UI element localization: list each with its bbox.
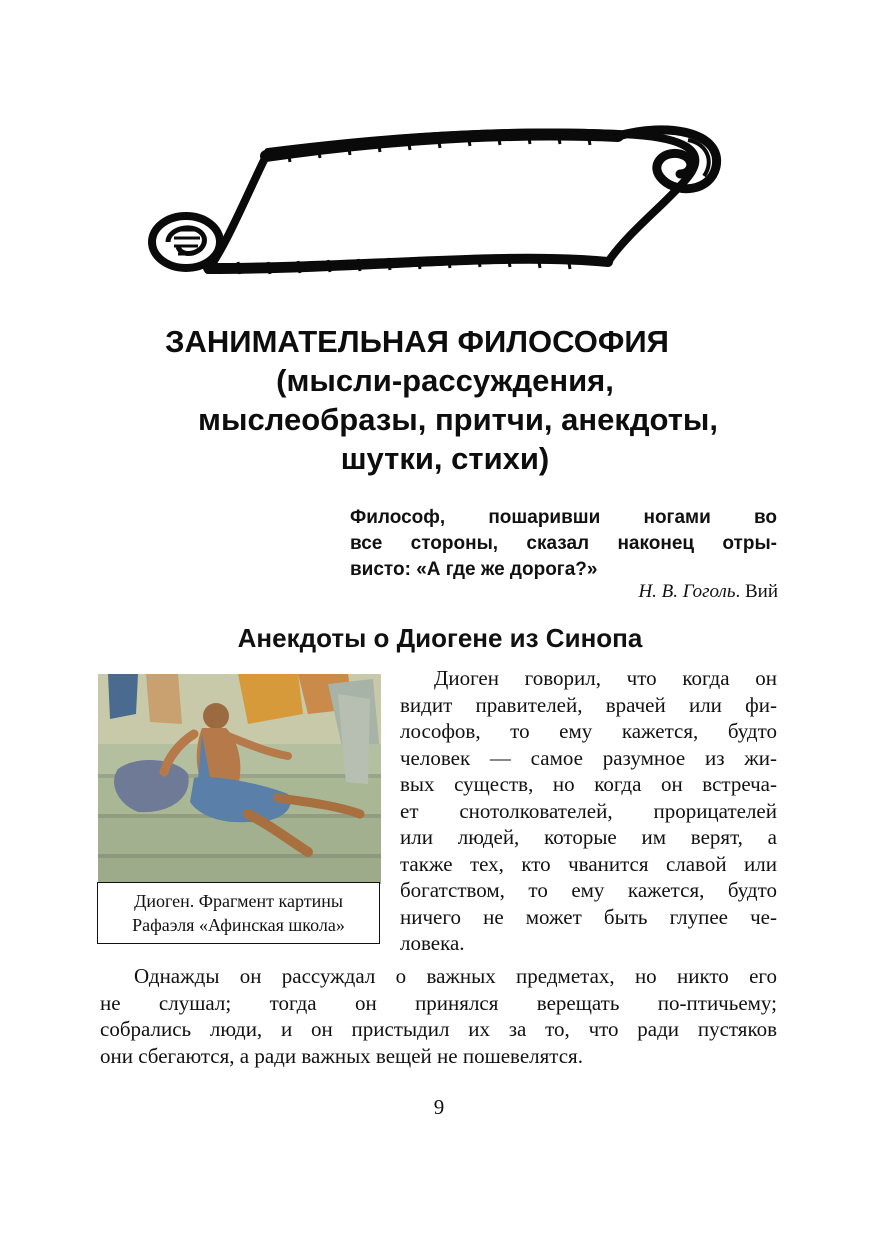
paragraph-line: или людей, которые им верят, а xyxy=(400,825,777,849)
chapter-title xyxy=(100,322,780,478)
scroll-ornament xyxy=(148,122,728,282)
chapter-subtitle-line: мыслеобразы, притчи, анекдоты, xyxy=(198,402,718,437)
paragraph-line: богатством, то ему кажется, будто xyxy=(400,878,777,902)
chapter-title-line: ЗАНИМАТЕЛЬНАЯ ФИЛОСОФИЯ xyxy=(165,324,669,359)
epigraph-line: все стороны, сказал наконец отры- xyxy=(350,533,777,554)
paragraph-line: видит правителей, врачей или фи- xyxy=(400,692,777,717)
paragraph-line: человек — самое разумное из жи- xyxy=(400,745,777,770)
figure-caption-line: Диоген. Фрагмент картины xyxy=(134,891,343,911)
paragraph-line: Диоген говорил, что когда он xyxy=(434,666,777,690)
paragraph-line: собрались люди, и он пристыдил их за то, что ради пустяков xyxy=(100,1017,777,1041)
paragraph-line: вых существ, но когда он встреча- xyxy=(400,772,777,796)
epigraph-line: висто: «А где же дорога?» xyxy=(350,559,598,580)
page-number: 9 xyxy=(433,1095,445,1119)
main-paragraph xyxy=(100,963,777,1069)
paragraph-line: также тех, кто чванится славой или xyxy=(400,851,777,876)
chapter-subtitle-line: (мысли-рассуждения, xyxy=(276,363,614,398)
paragraph-line: ничего не может быть глупее че- xyxy=(400,904,777,929)
paragraph-line: лософов, то ему кажется, будто xyxy=(400,719,777,743)
epigraph-line: Философ, пошаривши ногами во xyxy=(350,507,777,528)
figure-caption xyxy=(97,882,380,944)
paragraph-line: Однажды он рассуждал о важных предметах, но никто его xyxy=(134,964,777,988)
paragraph-line: ловека. xyxy=(400,931,465,955)
diogenes-fresco-image xyxy=(98,674,381,884)
figure-caption-line: Рафаэля «Афинская школа» xyxy=(132,915,345,935)
side-paragraph xyxy=(400,665,777,957)
epigraph-attribution xyxy=(638,580,778,604)
section-title: Анекдоты о Диогене из Синопа xyxy=(237,623,643,653)
paragraph-line: не слушал; тогда он принялся верещать по-птичьему; xyxy=(100,990,777,1015)
epigraph xyxy=(350,505,777,583)
epigraph-work: . Вий xyxy=(735,581,778,602)
chapter-subtitle-line: шутки, стихи) xyxy=(340,441,550,476)
paragraph-line: они сбегаются, а ради важных вещей не пошевелятся. xyxy=(100,1043,583,1068)
epigraph-author: Н. В. Гоголь xyxy=(638,581,736,602)
paragraph-line: ет снотолкователей, прорицателей xyxy=(400,798,777,823)
